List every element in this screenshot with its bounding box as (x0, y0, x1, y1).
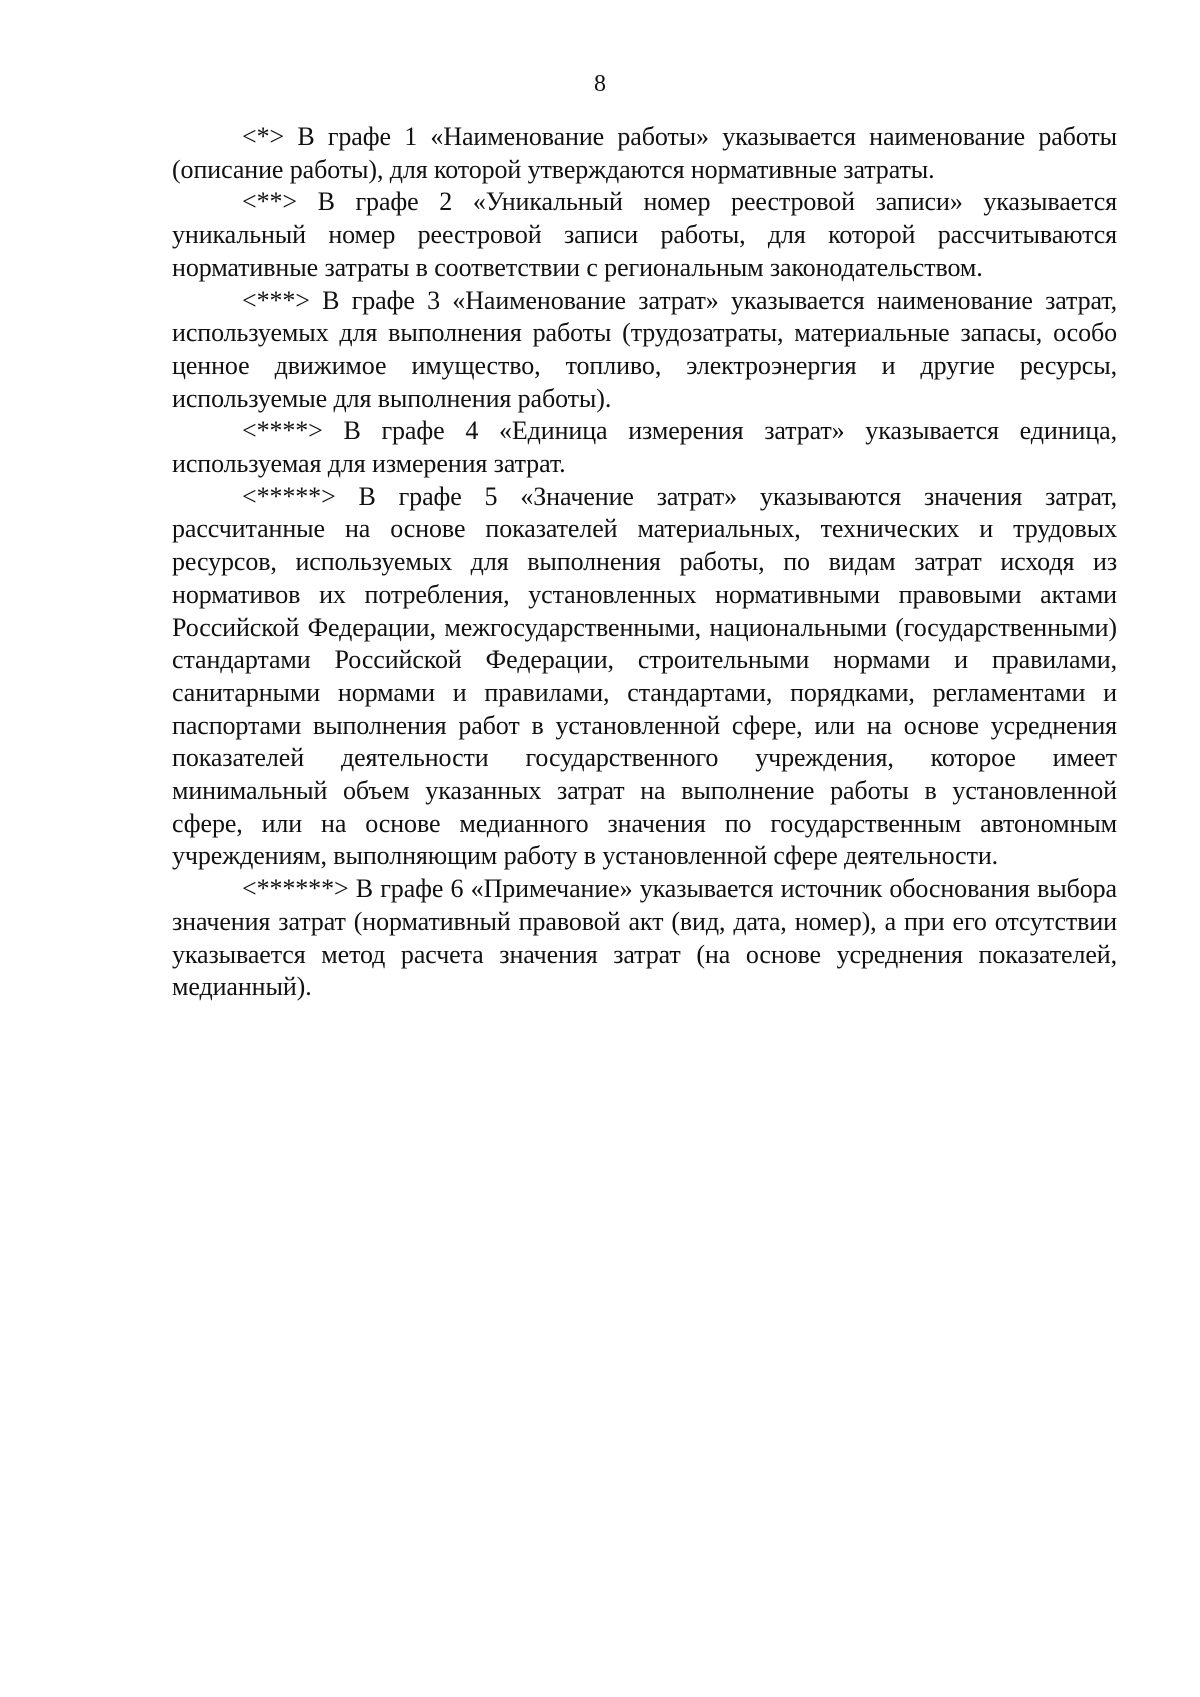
footnotes-section (172, 121, 1117, 1004)
footnote-graph-1: <*> В графе 1 «Наименование работы» указывается наименование работы (описание работы), для которой утверждаются нормативные затраты. (172, 122, 1117, 184)
footnote-graph-6: <******> В графе 6 «Примечание» указывается источник обоснования выбора значения затрат (нормативный правовой акт (вид, дата, номер), а при его отсутствии указывается метод расчета значения затрат (на основе усреднения показателей, медианный). (172, 874, 1117, 1002)
footnote-graph-4: <****> В графе 4 «Единица измерения затрат» указывается единица, используемая для измерения затрат. (172, 416, 1117, 479)
footnote-graph-2: <**> В графе 2 «Уникальный номер реестровой записи» указывается уникальный номер реестровой записи работы, для которой рассчитываются нормативные затраты в соответствии с региональным законодательством. (172, 187, 1117, 282)
footnote-graph-5: <*****> В графе 5 «Значение затрат» указываются значения затрат, рассчитанные на основе показателей материальных, технических и трудовых ресурсов, используемых для выполнения работы, по видам затрат исходя из нормативов их потребления, установленных нормативными правовыми актами Российской Федерации, межгосударственными, национальными (государственными) стандартами Российской Федерации, строительными нормами и правилами, санитарными нормами и правилами, стандартами, порядками, регламентами и паспортами выполнения работ в установленной сфере, или на основе усреднения показателей деятельности государственного учреждения, которое имеет минимальный объем указанных затрат на выполнение работы в установленной сфере, или на основе медианного значения по государственным автономным учреждениям, выполняющим работу в установленной сфере деятельности. (172, 481, 1117, 871)
page-number: 8 (594, 71, 606, 97)
footnote-graph-3: <***> В графе 3 «Наименование затрат» указывается наименование затрат, используемых для выполнения работы (трудозатраты, материальные запасы, особо ценное движимое имущество, топливо, электроэнергия и другие ресурсы, используемые для выполнения работы). (172, 285, 1117, 413)
